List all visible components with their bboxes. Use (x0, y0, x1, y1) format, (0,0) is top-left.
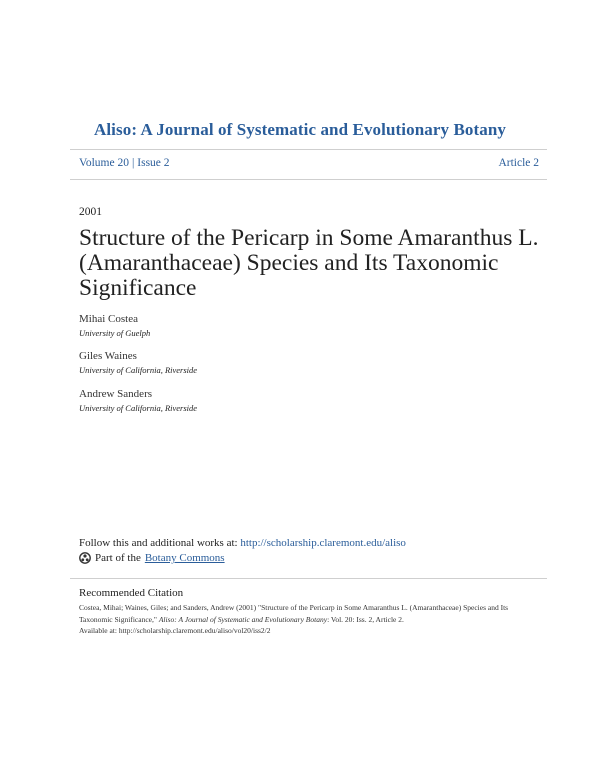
header-divider-bottom (70, 179, 547, 180)
part-of-line (79, 552, 225, 564)
citation-volume: : Vol. 20: Iss. 2, Article 2. (327, 614, 404, 624)
citation-text (79, 602, 529, 637)
volume-issue-separator: | (131, 157, 135, 169)
author-block (79, 388, 197, 413)
citation-available: Available at: http://scholarship.claremont.edu/aliso/vol20/iss2/2 (79, 626, 271, 635)
part-of-text: Part of the (95, 552, 141, 564)
publication-year: 2001 (79, 206, 102, 218)
author-affiliation: University of California, Riverside (79, 365, 198, 375)
citation-authors-title: Costea, Mihai; Waines, Giles; and Sanders, Andrew (2001) "Structure of the Pericarp in Some Amaranthus L. (Amaranthaceae) Species and Its Taxonomic Significance," (79, 603, 509, 624)
author-block (79, 313, 150, 338)
author-name: Giles Waines (79, 350, 137, 362)
citation-divider (70, 578, 547, 579)
botany-commons-link[interactable]: Botany Commons (144, 552, 225, 564)
follow-text: Follow this and additional works at: (79, 537, 238, 549)
author-affiliation: University of Guelph (79, 328, 151, 338)
article-number-link[interactable]: Article 2 (498, 157, 539, 169)
repository-link[interactable]: http://scholarship.claremont.edu/aliso (240, 537, 406, 549)
header-divider-top (70, 149, 547, 150)
author-name: Mihai Costea (79, 313, 138, 325)
follow-line (79, 537, 406, 549)
commons-network-icon (79, 552, 91, 564)
author-name: Andrew Sanders (79, 388, 153, 400)
journal-title[interactable]: Aliso: A Journal of Systematic and Evolutionary Botany (93, 120, 507, 139)
citation-journal: Aliso: A Journal of Systematic and Evolutionary Botany (158, 614, 328, 624)
issue-link[interactable]: Issue 2 (137, 157, 170, 169)
recommended-citation-heading: Recommended Citation (79, 587, 184, 599)
volume-link[interactable]: Volume 20 (79, 157, 129, 169)
author-affiliation: University of California, Riverside (79, 403, 198, 413)
volume-issue-line (79, 157, 170, 169)
article-title: Structure of the Pericarp in Some Amaranthus L. (Amaranthaceae) Species and Its Taxonomic Significance (79, 225, 539, 301)
author-block (79, 350, 197, 375)
